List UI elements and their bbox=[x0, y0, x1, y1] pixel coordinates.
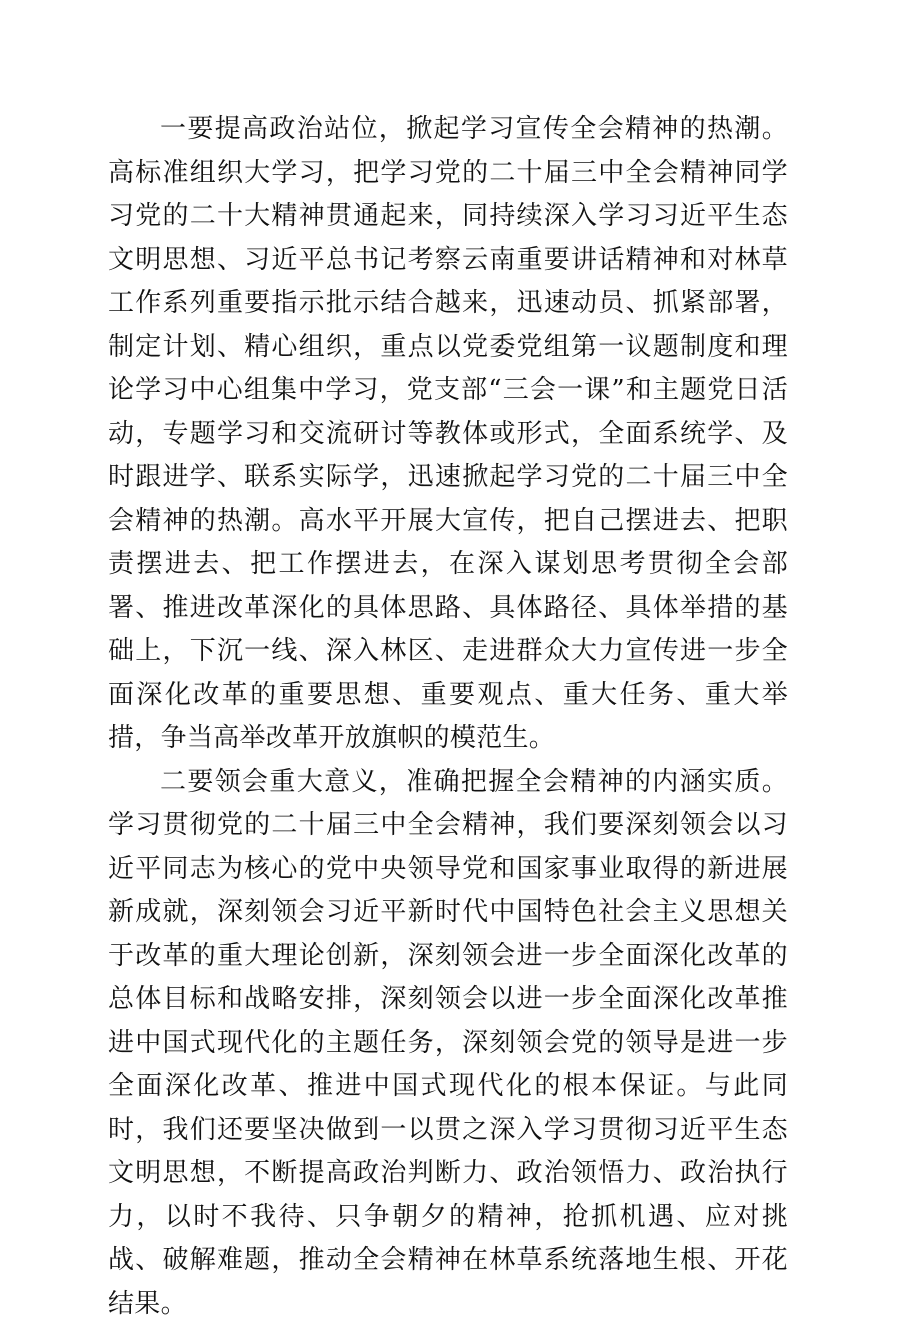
document-page bbox=[108, 108, 788, 1326]
paragraph-1: 一要提高政治站位，掀起学习宣传全会精神的热潮。高标准组织大学习，把学习党的二十届三中全会精神同学习党的二十大精神贯通起来，同持续深入学习习近平生态文明思想、习近平总书记考察云南重要讲话精神和对林草工作系列重要指示批示结合越来，迅速动员、抓紧部署，制定计划、精心组织，重点以党委党组第一议题制度和理论学习中心组集中学习，党支部“三会一课”和主题党日活动，专题学习和交流研讨等教体或形式，全面系统学、及时跟进学、联系实际学，迅速掀起学习党的二十届三中全会精神的热潮。高水平开展大宣传，把自己摆进去、把职责摆进去、把工作摆进去，在深入谋划思考贯彻全会部署、推进改革深化的具体思路、具体路径、具体举措的基础上，下沉一线、深入林区、走进群众大力宣传进一步全面深化改革的重要思想、重要观点、重大任务、重大举措，争当高举改革开放旗帜的模范生。 bbox=[108, 108, 788, 761]
paragraph-2: 二要领会重大意义，准确把握全会精神的内涵实质。学习贯彻党的二十届三中全会精神，我们要深刻领会以习近平同志为核心的党中央领导党和国家事业取得的新进展新成就，深刻领会习近平新时代中国特色社会主义思想关于改革的重大理论创新，深刻领会进一步全面深化改革的总体目标和战略安排，深刻领会以进一步全面深化改革推进中国式现代化的主题任务，深刻领会党的领导是进一步全面深化改革、推进中国式现代化的根本保证。与此同时，我们还要坚决做到一以贯之深入学习贯彻习近平生态文明思想，不断提高政治判断力、政治领悟力、政治执行力，以时不我待、只争朝夕的精神，抢抓机遇、应对挑战、破解难题，推动全会精神在林草系统落地生根、开花结果。 bbox=[108, 761, 788, 1326]
